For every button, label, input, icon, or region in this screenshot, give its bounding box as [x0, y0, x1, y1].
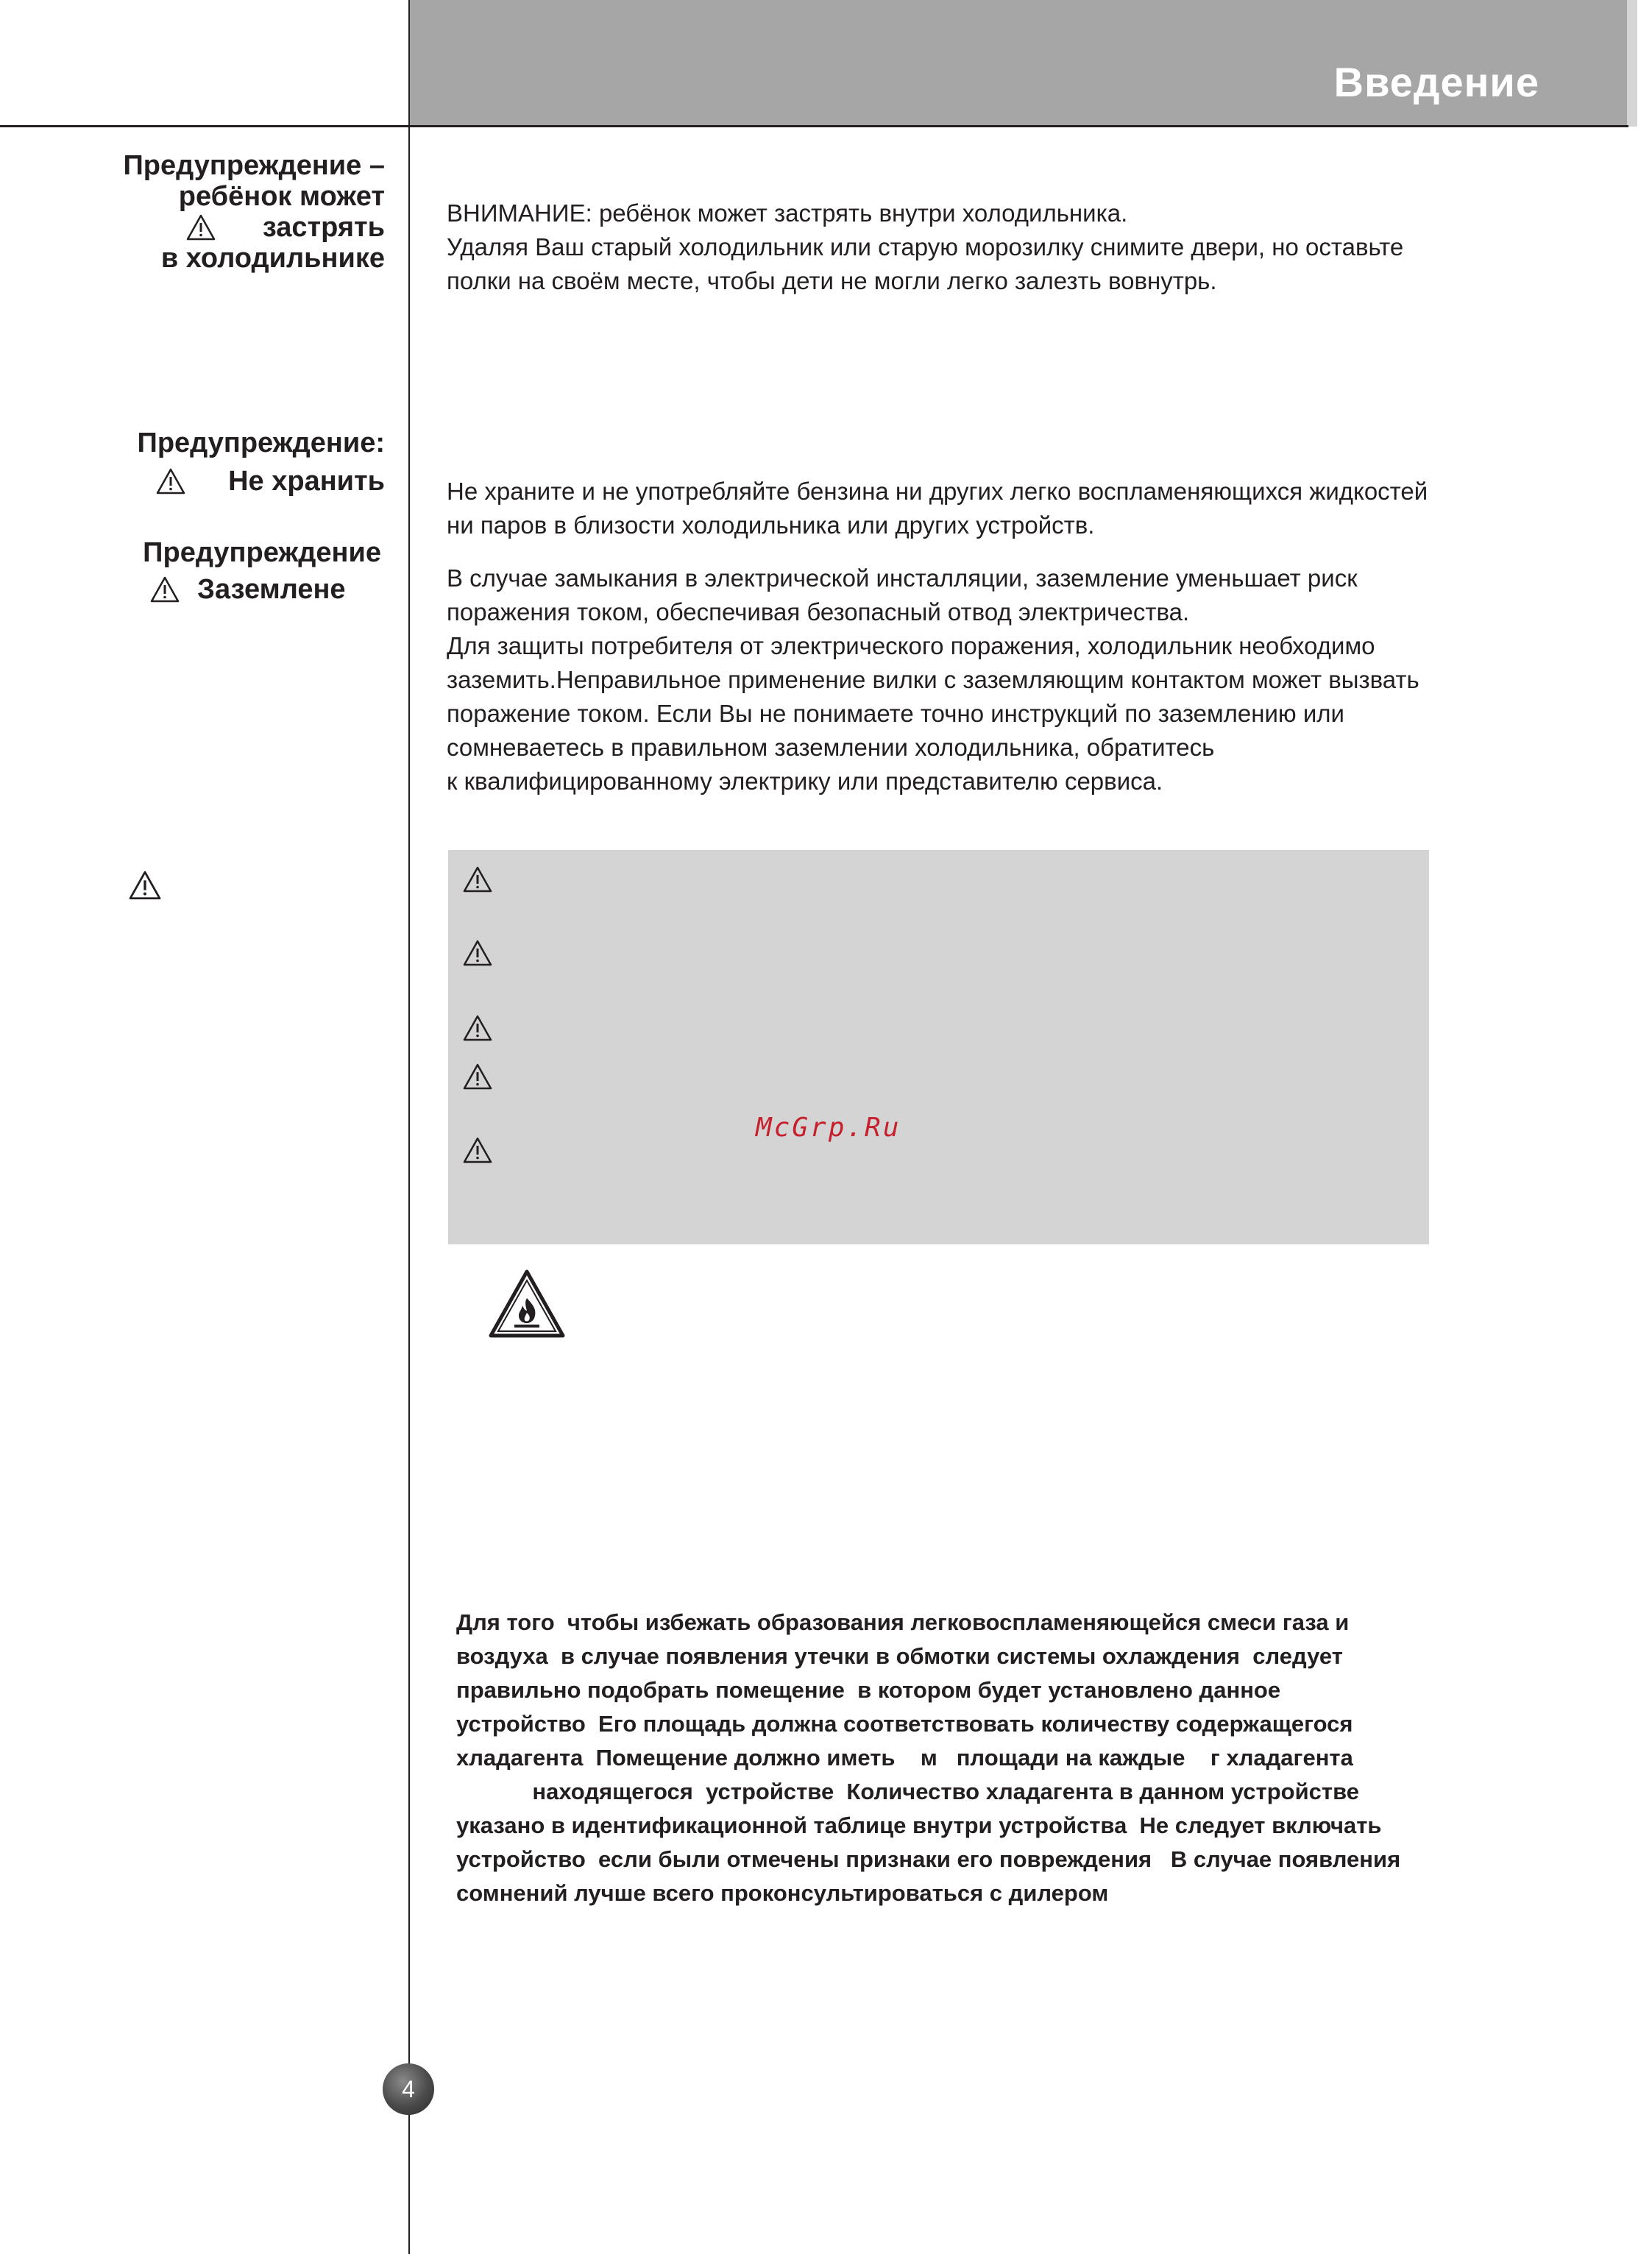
warning-triangle-icon [463, 940, 492, 966]
page-title: Введение [1333, 59, 1539, 105]
body-line: ни паров в близости холодильника или других устройств. [447, 511, 1095, 539]
body-line: к квалифицированному электрику или представителю сервиса. [447, 768, 1163, 795]
label-line: Предупреждение: [137, 428, 385, 458]
warning-triangle-icon [463, 1137, 492, 1163]
warnings-box [448, 850, 1429, 1244]
body-line: правильно подобрать помещение в котором будет установлено данное [456, 1677, 1281, 1703]
body-line: сомнений лучше всего проконсультироваться с дилером [456, 1880, 1109, 1906]
warning-triangle-icon [463, 866, 492, 893]
body-line: В случае замыкания в электрической инсталляции, заземление уменьшает риск [447, 564, 1358, 592]
flammable-warning-icon [488, 1269, 566, 1339]
warning-triangle-icon [463, 1063, 492, 1090]
body-line: заземить.Неправильное применение вилки с заземляющим контактом может вызвать [447, 666, 1419, 693]
body-line: хладагента Помещение должно иметь м площади на каждые г хладагента [456, 1745, 1353, 1771]
vertical-divider [408, 0, 410, 2254]
body-line: сомневаетесь в правильном заземлении холодильника, обратитесь [447, 734, 1215, 761]
watermark: McGrp.Ru [756, 1113, 901, 1143]
warning-triangle-icon [186, 214, 216, 241]
warning-triangle-icon [128, 871, 162, 900]
body-line: устройство Его площадь должна соответствовать количеству содержащегося [456, 1711, 1353, 1737]
label-line: застрять [262, 212, 385, 243]
body-line: устройство если были отмечены признаки его повреждения В случае появления [456, 1846, 1401, 1872]
refrigerant-paragraph [456, 1606, 1400, 1910]
body-line: Для защиты потребителя от электрического поражения, холодильник необходимо [447, 632, 1375, 659]
body-line: полки на своём месте, чтобы дети не могли легко залезть вовнутрь. [447, 267, 1217, 294]
body-line: поражения током, обеспечивая безопасный отвод электричества. [447, 598, 1190, 625]
page-number-label: 4 [402, 2075, 415, 2102]
page-number [383, 2063, 434, 2115]
body-line: Не храните и не употребляйте бензина ни других легко воспламеняющихся жидкостей [447, 478, 1428, 505]
body-line: воздуха в случае появления утечки в обмотки системы охлаждения следует [456, 1643, 1343, 1669]
body-line: Для того чтобы избежать образования легковоспламеняющейся смеси газа и [456, 1609, 1350, 1635]
body-line: поражение током. Если Вы не понимаете точно инструкций по заземлению или [447, 700, 1344, 727]
grounding-warning-body [447, 561, 1419, 798]
body-line: Удаляя Ваш старый холодильник или старую морозилку снимите двери, но оставьте [447, 233, 1404, 261]
warning-triangle-icon [156, 468, 185, 495]
label-line: Предупреждение [143, 537, 381, 568]
label-line: Предупреждение – [123, 150, 385, 181]
body-line: указано в идентификационной таблице внутри устройства Не следует включать [456, 1812, 1382, 1838]
storage-warning-label [138, 428, 385, 497]
body-line: находящегося устройстве Количество хладагента в данном устройстве [456, 1779, 1359, 1804]
child-warning-body [447, 196, 1403, 298]
warning-triangle-icon [150, 576, 180, 603]
label-line: в холодильнике [160, 243, 385, 274]
grounding-warning-label [143, 537, 381, 605]
header-band-shadow [1627, 0, 1637, 127]
label-line: Заземлене [197, 574, 346, 605]
child-warning-label [123, 150, 385, 274]
header-divider [0, 125, 1628, 127]
label-line: Не хранить [228, 466, 385, 497]
label-line: ребёнок может [178, 181, 385, 212]
warning-triangle-icon [463, 1015, 492, 1041]
body-line: ВНИМАНИЕ: ребёнок может застрять внутри холодильника. [447, 199, 1128, 227]
storage-warning-body [447, 475, 1428, 542]
